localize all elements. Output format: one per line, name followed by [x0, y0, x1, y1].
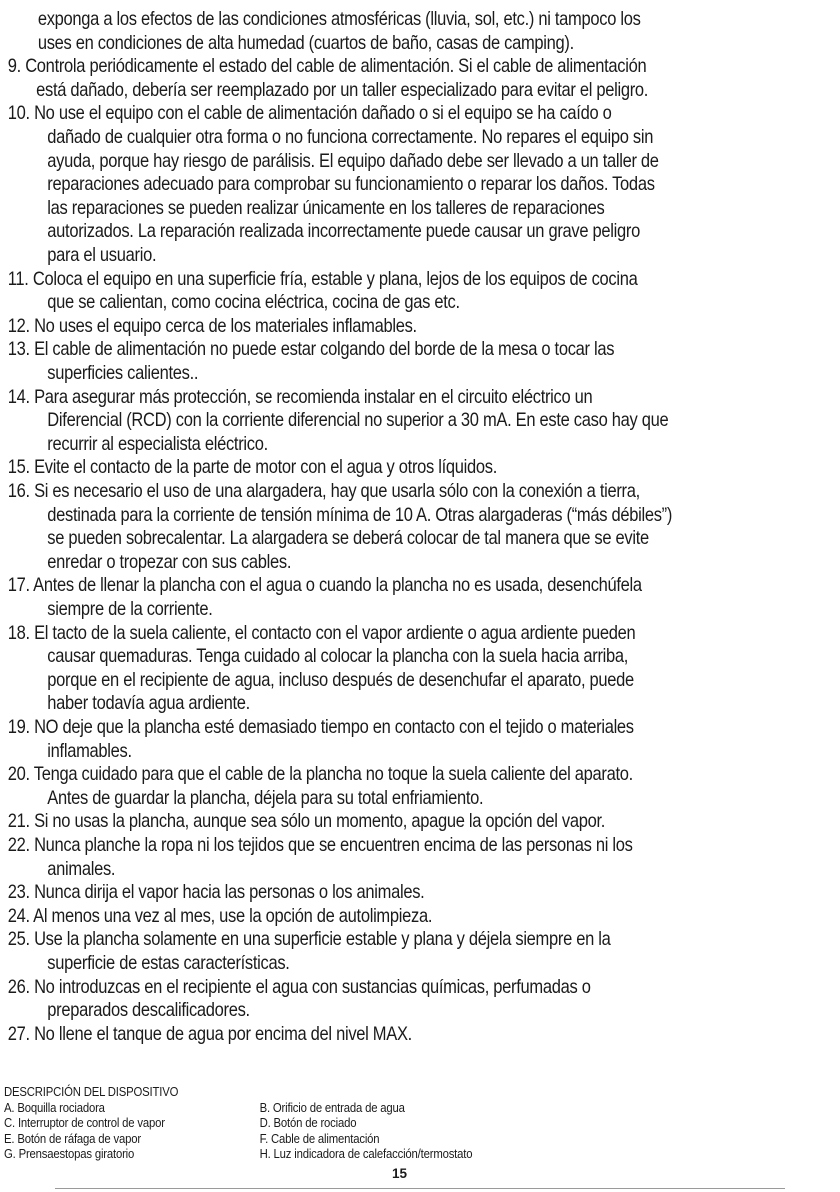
- list-item-first-line: [0, 834, 722, 858]
- list-item-line: dañado de cualquier otra forma o no funciona correctamente. No repares el equipo sin: [47, 126, 654, 148]
- list-item-number: 11.: [7, 268, 29, 290]
- list-item-number: 13.: [7, 339, 30, 361]
- list-item: [0, 55, 722, 102]
- list-item-line: superficies calientes..: [47, 362, 199, 384]
- list-item: [0, 456, 722, 480]
- part-a-label: A. Boquilla rociadora: [4, 1100, 105, 1115]
- list-item: [0, 386, 722, 457]
- list-item-first-line: [0, 456, 722, 480]
- list-item-text: Nunca dirija el vapor hacia las personas o los animales.: [34, 882, 425, 904]
- list-item-line: preparados descalificadores.: [47, 1000, 250, 1022]
- list-item-line: Diferencial (RCD) con la corriente diferencial no superior a 30 mA. En este caso hay que: [47, 410, 669, 432]
- list-item-line: está dañado, debería ser reemplazado por un taller especializado para evitar el peligro.: [36, 79, 649, 101]
- description-row: [4, 1147, 751, 1163]
- list-item-first-line: [0, 386, 722, 410]
- list-item: [0, 268, 722, 315]
- list-item: [0, 716, 722, 763]
- list-item-line: Antes de guardar la plancha, déjela para su total enfriamiento.: [47, 787, 484, 809]
- list-item-number: 23.: [7, 882, 30, 904]
- list-item-number: 18.: [7, 622, 30, 644]
- list-item: [0, 338, 722, 385]
- list-item-number: 16.: [7, 481, 30, 502]
- part-f-label: F. Cable de alimentación: [259, 1131, 380, 1146]
- description-row: [4, 1116, 751, 1132]
- list-item-line: superficie de estas características.: [47, 952, 290, 974]
- list-item: [0, 881, 722, 905]
- part-e-label: E. Botón de ráfaga de vapor: [4, 1131, 141, 1146]
- list-item-line: para el usuario.: [47, 244, 157, 266]
- list-item-first-line: [0, 905, 722, 929]
- list-item-text: No llene el tanque de agua por encima del nivel MAX.: [34, 1023, 412, 1045]
- part-d-label: D. Botón de rociado: [259, 1116, 357, 1131]
- description-row: [4, 1132, 751, 1148]
- list-item-first-line: [0, 928, 722, 952]
- list-item: [0, 976, 722, 1023]
- device-description: [4, 1085, 751, 1163]
- list-item-text: El cable de alimentación no puede estar colgando del borde de la mesa o tocar las: [34, 339, 615, 361]
- part-g-label: G. Prensaestopas giratorio: [4, 1147, 135, 1162]
- part-c-label: C. Interruptor de control de vapor: [4, 1116, 165, 1131]
- list-item-text: Antes de llenar la plancha con el agua o cuando la plancha no es usada, desenchúfela: [33, 575, 642, 597]
- list-item-number: 21.: [7, 811, 30, 833]
- list-item-line: recurrir al especialista eléctrico.: [47, 433, 268, 455]
- list-item-first-line: [0, 716, 722, 740]
- part-b-label: B. Orificio de entrada de agua: [259, 1100, 405, 1115]
- list-item-text: No uses el equipo cerca de los materiales inflamables.: [34, 315, 417, 337]
- list-item: [0, 574, 722, 621]
- list-item-line: enredar o tropezar con sus cables.: [47, 551, 292, 573]
- list-item-line: se pueden sobrecalentar. La alargadera se deberá colocar de tal manera que se evite: [47, 528, 649, 550]
- list-item-line: inflamables.: [47, 740, 132, 762]
- list-item: [0, 102, 722, 267]
- list-item-text: El tacto de la suela caliente, el contacto con el vapor ardiente o agua ardiente pueden: [34, 622, 636, 644]
- description-row: [4, 1101, 751, 1117]
- list-item: [0, 622, 722, 716]
- list-item-first-line: [0, 480, 722, 504]
- list-item-number: 15.: [7, 457, 30, 479]
- list-item-text: Tenga cuidado para que el cable de la plancha no toque la suela caliente del aparato.: [33, 764, 633, 786]
- list-item: [0, 810, 722, 834]
- list-item: [0, 905, 722, 929]
- list-item-number: 22.: [7, 835, 30, 856]
- list-item-number: 26.: [7, 976, 30, 998]
- list-item-first-line: [0, 338, 722, 362]
- list-item: [0, 1023, 722, 1047]
- list-item-line: exponga a los efectos de las condiciones atmosféricas (lluvia, sol, etc.) ni tampoco los: [37, 9, 641, 30]
- list-item-first-line: [0, 976, 722, 1000]
- list-item-number: 27.: [7, 1023, 30, 1045]
- list-item-text: Al menos una vez al mes, use la opción de autolimpieza.: [33, 905, 433, 927]
- list-item-line: causar quemaduras. Tenga cuidado al colocar la plancha con la suela hacia arriba,: [47, 646, 629, 668]
- list-item-text: NO deje que la plancha esté demasiado tiempo en contacto con el tejido o materiales: [34, 717, 634, 738]
- list-item: [0, 8, 722, 55]
- list-item-line: ayuda, porque hay riesgo de parálisis. El equipo dañado debe ser llevado a un taller de: [47, 150, 659, 172]
- list-item-text: Nunca planche la ropa ni los tejidos que se encuentren encima de las personas ni los: [34, 835, 633, 856]
- list-item-text: Si es necesario el uso de una alargadera, hay que usarla sólo con la conexión a tierra,: [34, 481, 640, 502]
- list-item-text: Use la plancha solamente en una superficie estable y plana y déjela siempre en la: [34, 929, 611, 951]
- list-item-line: siempre de la corriente.: [47, 598, 213, 620]
- list-item-line: autorizados. La reparación realizada incorrectamente puede causar un grave peligro: [47, 221, 640, 243]
- list-item-text: No use el equipo con el cable de alimentación dañado o si el equipo se ha caído o: [34, 103, 612, 125]
- list-item: [0, 315, 722, 339]
- list-item-first-line: [0, 881, 722, 905]
- list-item-first-line: [0, 810, 722, 834]
- list-item-text: No introduzcas en el recipiente el agua con sustancias químicas, perfumadas o: [34, 976, 591, 998]
- list-item-first-line: [0, 268, 722, 292]
- list-item-number: 10.: [7, 103, 30, 125]
- list-item-first-line: [0, 102, 722, 126]
- list-item-text: Coloca el equipo en una superficie fría, estable y plana, lejos de los equipos de cocina: [32, 268, 638, 290]
- list-item-line: haber todavía agua ardiente.: [47, 693, 250, 715]
- list-item: [0, 834, 722, 881]
- list-item-number: 19.: [7, 717, 30, 738]
- list-item-number: 14.: [7, 386, 30, 408]
- list-item-text: Evite el contacto de la parte de motor con el agua y otros líquidos.: [34, 457, 498, 479]
- list-item-text: Si no usas la plancha, aunque sea sólo un momento, apague la opción del vapor.: [34, 811, 606, 833]
- list-item-line: porque en el recipiente de agua, incluso después de desenchufar el aparato, puede: [47, 669, 634, 691]
- list-item-number: 17.: [7, 575, 30, 597]
- list-item-first-line: [0, 315, 722, 339]
- page-number: 15: [392, 1166, 408, 1181]
- list-item-number: 9.: [7, 56, 21, 78]
- part-h-label: H. Luz indicadora de calefacción/termostato: [259, 1147, 473, 1162]
- list-item-number: 24.: [7, 905, 30, 927]
- list-item-first-line: [0, 1023, 722, 1047]
- list-item: [0, 480, 722, 574]
- footer-divider: [55, 1188, 785, 1189]
- list-item: [0, 928, 722, 975]
- list-item-number: 12.: [7, 315, 30, 337]
- list-item: [0, 763, 722, 810]
- list-item-first-line: [0, 574, 722, 598]
- list-item-line: uses en condiciones de alta humedad (cuartos de baño, casas de camping).: [37, 32, 574, 54]
- list-item-line: las reparaciones se pueden realizar únicamente en los talleres de reparaciones: [47, 197, 605, 219]
- list-item-line: que se calientan, como cocina eléctrica, cocina de gas etc.: [47, 292, 460, 314]
- list-item-text: Controla periódicamente el estado del cable de alimentación. Si el cable de alimentación: [25, 56, 647, 78]
- list-item-line: destinada para la corriente de tensión mínima de 10 A. Otras alargaderas (“más débiles”): [47, 504, 673, 526]
- list-item-number: 25.: [7, 929, 30, 951]
- device-description-title: DESCRIPCIÓN DEL DISPOSITIVO: [4, 1085, 179, 1099]
- list-item-number: 20.: [7, 764, 30, 786]
- list-item-first-line: [0, 763, 722, 787]
- list-item-first-line: [0, 622, 722, 646]
- list-item-line: reparaciones adecuado para comprobar su funcionamiento o reparar los daños. Todas: [47, 174, 655, 196]
- list-item-first-line: [0, 55, 722, 79]
- list-item-line: animales.: [47, 858, 116, 880]
- list-item-text: Para asegurar más protección, se recomienda instalar en el circuito eléctrico un: [34, 386, 593, 408]
